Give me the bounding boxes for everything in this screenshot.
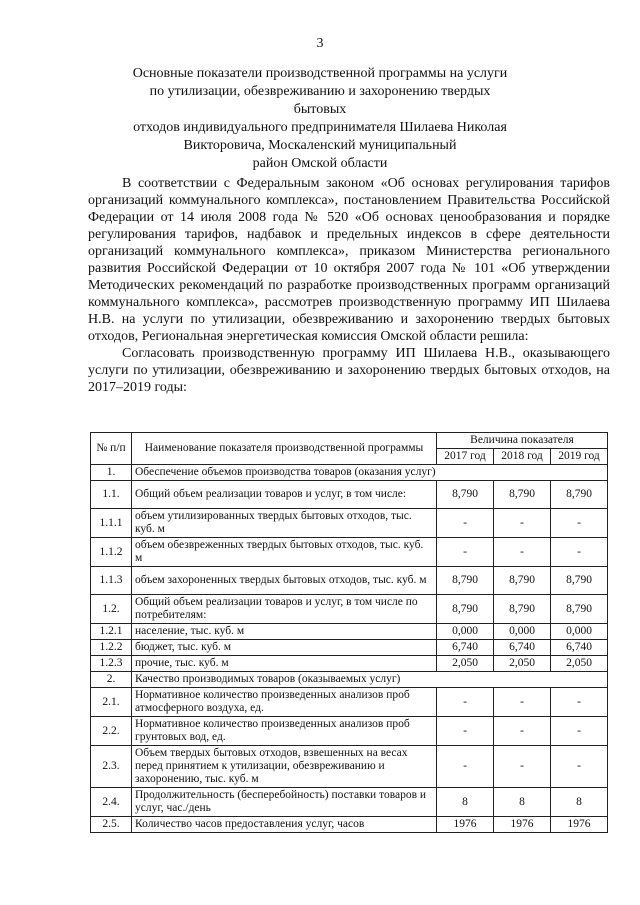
table-row [91,788,608,817]
title-line: Викторовича, Москаленский муниципальный [183,138,457,153]
value-2018: - [494,688,551,717]
row-num: 1.2. [91,595,132,624]
table-row [91,624,608,640]
row-num: 1.1.3 [91,567,132,595]
value-2017: - [437,538,494,567]
row-name: бюджет, тыс. куб. м [132,640,437,656]
header-year-2017: 2017 год [437,449,494,465]
value-2018: 2,050 [494,656,551,672]
value-2018: 8,790 [494,481,551,509]
page-number: 3 [316,36,324,51]
row-num: 1.2.2 [91,640,132,656]
row-name: объем захороненных твердых бытовых отходов, тыс. куб. м [132,567,437,595]
value-2019: 8 [551,788,608,817]
row-num: 1.1. [91,481,132,509]
title-line: по утилизации, обезвреживанию и захоронению твердых бытовых [149,84,491,117]
row-num: 2.4. [91,788,132,817]
value-2017: - [437,717,494,746]
row-name: Нормативное количество произведенных анализов проб грунтовых вод, ед. [132,717,437,746]
value-2017: 0,000 [437,624,494,640]
table-row [91,567,608,595]
title-line: Основные показатели производственной программы на услуги [132,66,508,81]
paragraph-decision: Согласовать производственную программу ИП Шилаева Н.В., оказывающего услуги по утилизации, обезвреживанию и захоронению твердых бытовых отходов, на 2017–2019 годы: [88,346,610,395]
value-2017: 8,790 [437,481,494,509]
value-2019: 0,000 [551,624,608,640]
row-name: Продолжительность (бесперебойность) поставки товаров и услуг, час./день [132,788,437,817]
body-text [88,175,610,396]
value-2018: - [494,509,551,538]
value-2017: - [437,509,494,538]
row-num: 1.2.3 [91,656,132,672]
table-row [91,717,608,746]
row-num: 2.5. [91,817,132,833]
row-num: 2.3. [91,746,132,788]
row-name: прочие, тыс. куб. м [132,656,437,672]
row-name: Количество часов предоставления услуг, часов [132,817,437,833]
header-value-group: Величина показателя [437,433,608,449]
table-row [91,688,608,717]
row-name: объем обезвреженных твердых бытовых отходов, тыс. куб. м [132,538,437,567]
value-2018: 0,000 [494,624,551,640]
value-2017: 1976 [437,817,494,833]
header-year-2019: 2019 год [551,449,608,465]
value-2019: 2,050 [551,656,608,672]
value-2019: - [551,717,608,746]
row-num: 1. [91,465,132,481]
title-line: район Омской области [252,156,388,171]
value-2019: 8,790 [551,567,608,595]
header-name: Наименование показателя производственной программы [132,433,437,465]
row-name: Общий объем реализации товаров и услуг, в том числе по потребителям: [132,595,437,624]
header-num: № п/п [91,433,132,465]
value-2018: - [494,717,551,746]
value-2019: 8,790 [551,595,608,624]
table-row [91,656,608,672]
value-2018: 1976 [494,817,551,833]
value-2018: 8,790 [494,567,551,595]
row-name: Общий объем реализации товаров и услуг, в том числе: [132,481,437,509]
value-2018: - [494,746,551,788]
row-name: Качество производимых товаров (оказываемых услуг) [132,672,608,688]
row-num: 2. [91,672,132,688]
value-2017: 8 [437,788,494,817]
title-line: отходов индивидуального предпринимателя Шилаева Николая [133,120,507,135]
row-num: 1.1.2 [91,538,132,567]
row-num: 1.2.1 [91,624,132,640]
document-title [130,65,510,173]
row-name: Нормативное количество произведенных анализов проб атмосферного воздуха, ед. [132,688,437,717]
row-name: Объем твердых бытовых отходов, взвешенных на весах перед принятием к утилизации, обезвреживанию и захоронению, тыс. куб. м [132,746,437,788]
value-2017: - [437,746,494,788]
value-2017: 8,790 [437,567,494,595]
table-row [91,746,608,788]
value-2019: 8,790 [551,481,608,509]
table-row [91,640,608,656]
row-name: объем утилизированных твердых бытовых отходов, тыс. куб. м [132,509,437,538]
value-2019: - [551,688,608,717]
paragraph-preamble: В соответствии с Федеральным законом «Об основах регулирования тарифов организаций коммунального комплекса», постановлением Правительства Российской Федерации от 14 июля 2008 года № 520 «Об основах ценообразования и порядке регулирования тарифов, надбавок и предельных индексов в сфере деятельности организаций коммунального комплекса», приказом Министерства регионального развития Российской Федерации от 10 октября 2007 года № 101 «Об утверждении Методических рекомендаций по разработке производственных программ организаций коммунального комплекса», рассмотрев производственную программу ИП Шилаева Н.В. на услуги по утилизации, обезвреживанию и захоронению твердых бытовых отходов, Региональная энергетическая комиссия Омской области решила: [88,176,610,344]
table-row [91,465,608,481]
table-row [91,672,608,688]
value-2019: - [551,509,608,538]
row-num: 1.1.1 [91,509,132,538]
row-num: 2.1. [91,688,132,717]
table-row [91,538,608,567]
table-row [91,481,608,509]
value-2017: 2,050 [437,656,494,672]
row-name: население, тыс. куб. м [132,624,437,640]
table-row [91,817,608,833]
value-2018: 8 [494,788,551,817]
header-year-2018: 2018 год [494,449,551,465]
value-2018: - [494,538,551,567]
value-2019: 1976 [551,817,608,833]
indicators-table [90,432,608,833]
value-2018: 8,790 [494,595,551,624]
row-name: Обеспечение объемов производства товаров (оказания услуг) [132,465,608,481]
value-2017: - [437,688,494,717]
row-num: 2.2. [91,717,132,746]
value-2017: 6,740 [437,640,494,656]
table-row [91,509,608,538]
table-row [91,595,608,624]
value-2017: 8,790 [437,595,494,624]
value-2019: - [551,538,608,567]
value-2019: 6,740 [551,640,608,656]
value-2019: - [551,746,608,788]
value-2018: 6,740 [494,640,551,656]
